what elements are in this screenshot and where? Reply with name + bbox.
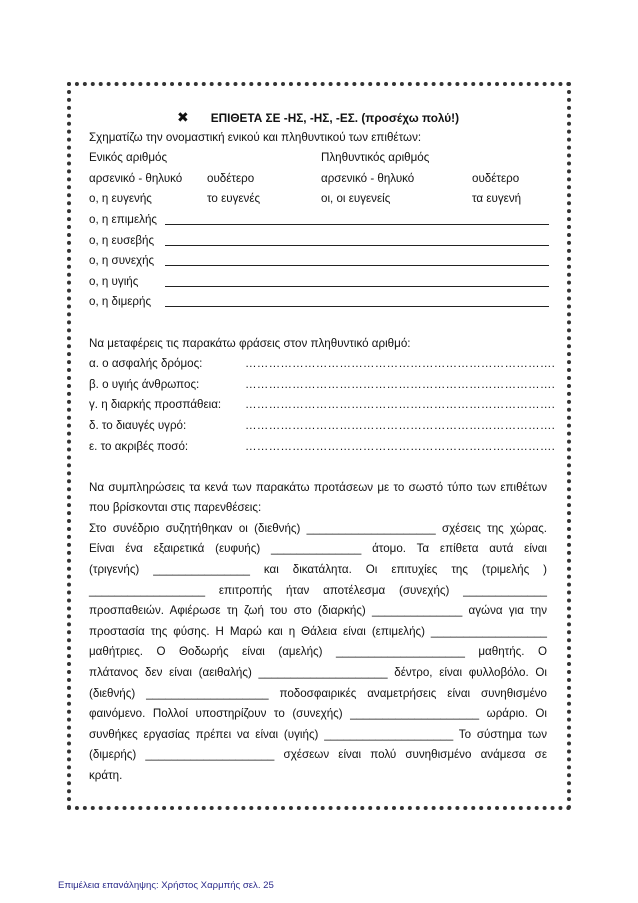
text-line: __________________ επιτροπής ήταν αποτέλεσμα (συνεχής) _____________ <box>89 583 547 597</box>
adjective-label: ο, η συνεχής <box>89 254 155 268</box>
text-line: (διεθνής) ___________________ ποδοσφαιρικές αναμετρήσεις είναι συνηθισμένο <box>89 686 547 700</box>
masc-fem-sg-header: αρσενικό - θηλυκό <box>89 171 183 185</box>
phrase-row <box>89 416 556 437</box>
adjective-label: ο, η διμερής <box>89 295 152 309</box>
text-line: προσπαθειών. Αφιέρωσε τη ζωή του στο (διαρκής) ______________ αγώνα για την <box>89 604 547 618</box>
phrase-label: δ. το διαυγές υγρό: <box>89 418 187 432</box>
phrase-label: ε. το ακριβές ποσό: <box>89 439 189 453</box>
example-masc-fem-sg: ο, η ευγενής <box>89 192 152 206</box>
example-row <box>89 189 547 210</box>
neuter-pl-header: ουδέτερο <box>472 171 520 185</box>
dotted-answer[interactable]: ……………………………………………………………………. <box>245 418 556 432</box>
dotted-answer[interactable]: ……………………………………………………………………. <box>245 377 556 391</box>
adjective-row <box>89 231 547 252</box>
table-header-row <box>89 148 547 169</box>
text-line: (τριγενής) _______________ και δικατάλητα. Οι επιτυχίες της (τριμελής ) <box>89 563 547 577</box>
table-subheader-row <box>89 169 547 190</box>
answer-line[interactable] <box>165 286 549 287</box>
scissors-icon: ✖ <box>176 109 189 125</box>
text-line: συνθήκες εργασίας πρέπει να είναι (υγιής) ____________________ Το σύστημα των <box>89 727 547 741</box>
answer-line[interactable] <box>165 265 549 266</box>
text-line: πλάτανος δεν είναι (αειθαλής) ____________________ δέντρο, είναι φυλλοβόλο. Οι <box>89 666 547 680</box>
exercise3-instruction: Να συμπληρώσεις τα κενά των παρακάτω προτάσεων με το σωστό τύπο των επιθέτων που βρίσκονται στις παρενθέσεις: <box>89 480 547 515</box>
page-footer: Επιμέλεια επανάληψης: Χρήστος Χαρμπής σελ. 25 <box>58 880 274 891</box>
worksheet-title <box>89 107 547 128</box>
text-line: (διμερής) ____________________ σχέσεων είναι πολύ συνηθισμένο ανάμεσα σε <box>89 748 547 762</box>
answer-line[interactable] <box>165 245 549 246</box>
phrase-label: β. ο υγιής άνθρωπος: <box>89 377 200 391</box>
text-line: προστασία της φύσης. Η Μαρώ και η Θάλεια είναι (επιμελής) __________________ <box>89 624 547 638</box>
text-line: μαθήτριες. Ο Θοδωρής είναι (αμελής) ____________________ μαθητής. Ο <box>89 645 547 659</box>
dotted-answer[interactable]: ……………………………………………………………………. <box>245 439 556 453</box>
dotted-answer[interactable]: ……………………………………………………………………. <box>245 357 556 371</box>
exercise3-text <box>89 519 547 787</box>
adjective-row <box>89 292 547 313</box>
masc-fem-pl-header: αρσενικό - θηλυκό <box>321 171 415 185</box>
example-neuter-sg: το ευγενές <box>207 192 261 206</box>
adjective-row <box>89 251 547 272</box>
exercise2-instruction: Να μεταφέρεις τις παρακάτω φράσεις στον πληθυντικό αριθμό: <box>89 336 411 350</box>
phrase-label: γ. η διαρκής προσπάθεια: <box>89 398 222 412</box>
answer-line[interactable] <box>165 224 549 225</box>
adjective-row <box>89 210 547 231</box>
text-line: Είναι ένα εξαιρετικά (ευφυής) ______________ άτομο. Τα επίθετα αυτά είναι <box>89 542 547 556</box>
adjective-label: ο, η υγιής <box>89 274 139 288</box>
example-masc-fem-pl: οι, οι ευγενείς <box>321 192 391 206</box>
answer-line[interactable] <box>165 306 549 307</box>
example-neuter-pl: τα ευγενή <box>472 192 522 206</box>
text-line: φαινόμενο. Πολλοί υποστηρίζουν το (συνεχής) ____________________ ωράριο. Οι <box>89 707 547 721</box>
plural-header: Πληθυντικός αριθμός <box>321 151 430 165</box>
worksheet-content <box>89 107 556 787</box>
title-text: ΕΠΙΘΕΤΑ ΣΕ -ΗΣ, -ΗΣ, -ΕΣ. (προσέχω πολύ!) <box>210 111 460 125</box>
singular-header: Ενικός αριθμός <box>89 151 168 165</box>
phrase-row <box>89 375 556 396</box>
exercise1-instruction: Σχηματίζω την ονομαστική ενικού και πληθυντικού των επιθέτων: <box>89 130 422 144</box>
phrase-row <box>89 395 556 416</box>
phrase-row <box>89 354 556 375</box>
text-line: κράτη. <box>89 769 123 782</box>
neuter-sg-header: ουδέτερο <box>207 171 255 185</box>
adjective-label: ο, η ευσεβής <box>89 233 155 247</box>
text-line: Στο συνέδριο συζητήθηκαν οι (διεθνής) ____________________ σχέσεις της χώρας. <box>89 521 547 535</box>
phrase-row <box>89 437 556 458</box>
adjective-label: ο, η επιμελής <box>89 212 157 226</box>
adjective-row <box>89 272 547 293</box>
dotted-answer[interactable]: ……………………………………………………………………. <box>245 398 556 412</box>
phrase-label: α. ο ασφαλής δρόμος: <box>89 357 203 371</box>
